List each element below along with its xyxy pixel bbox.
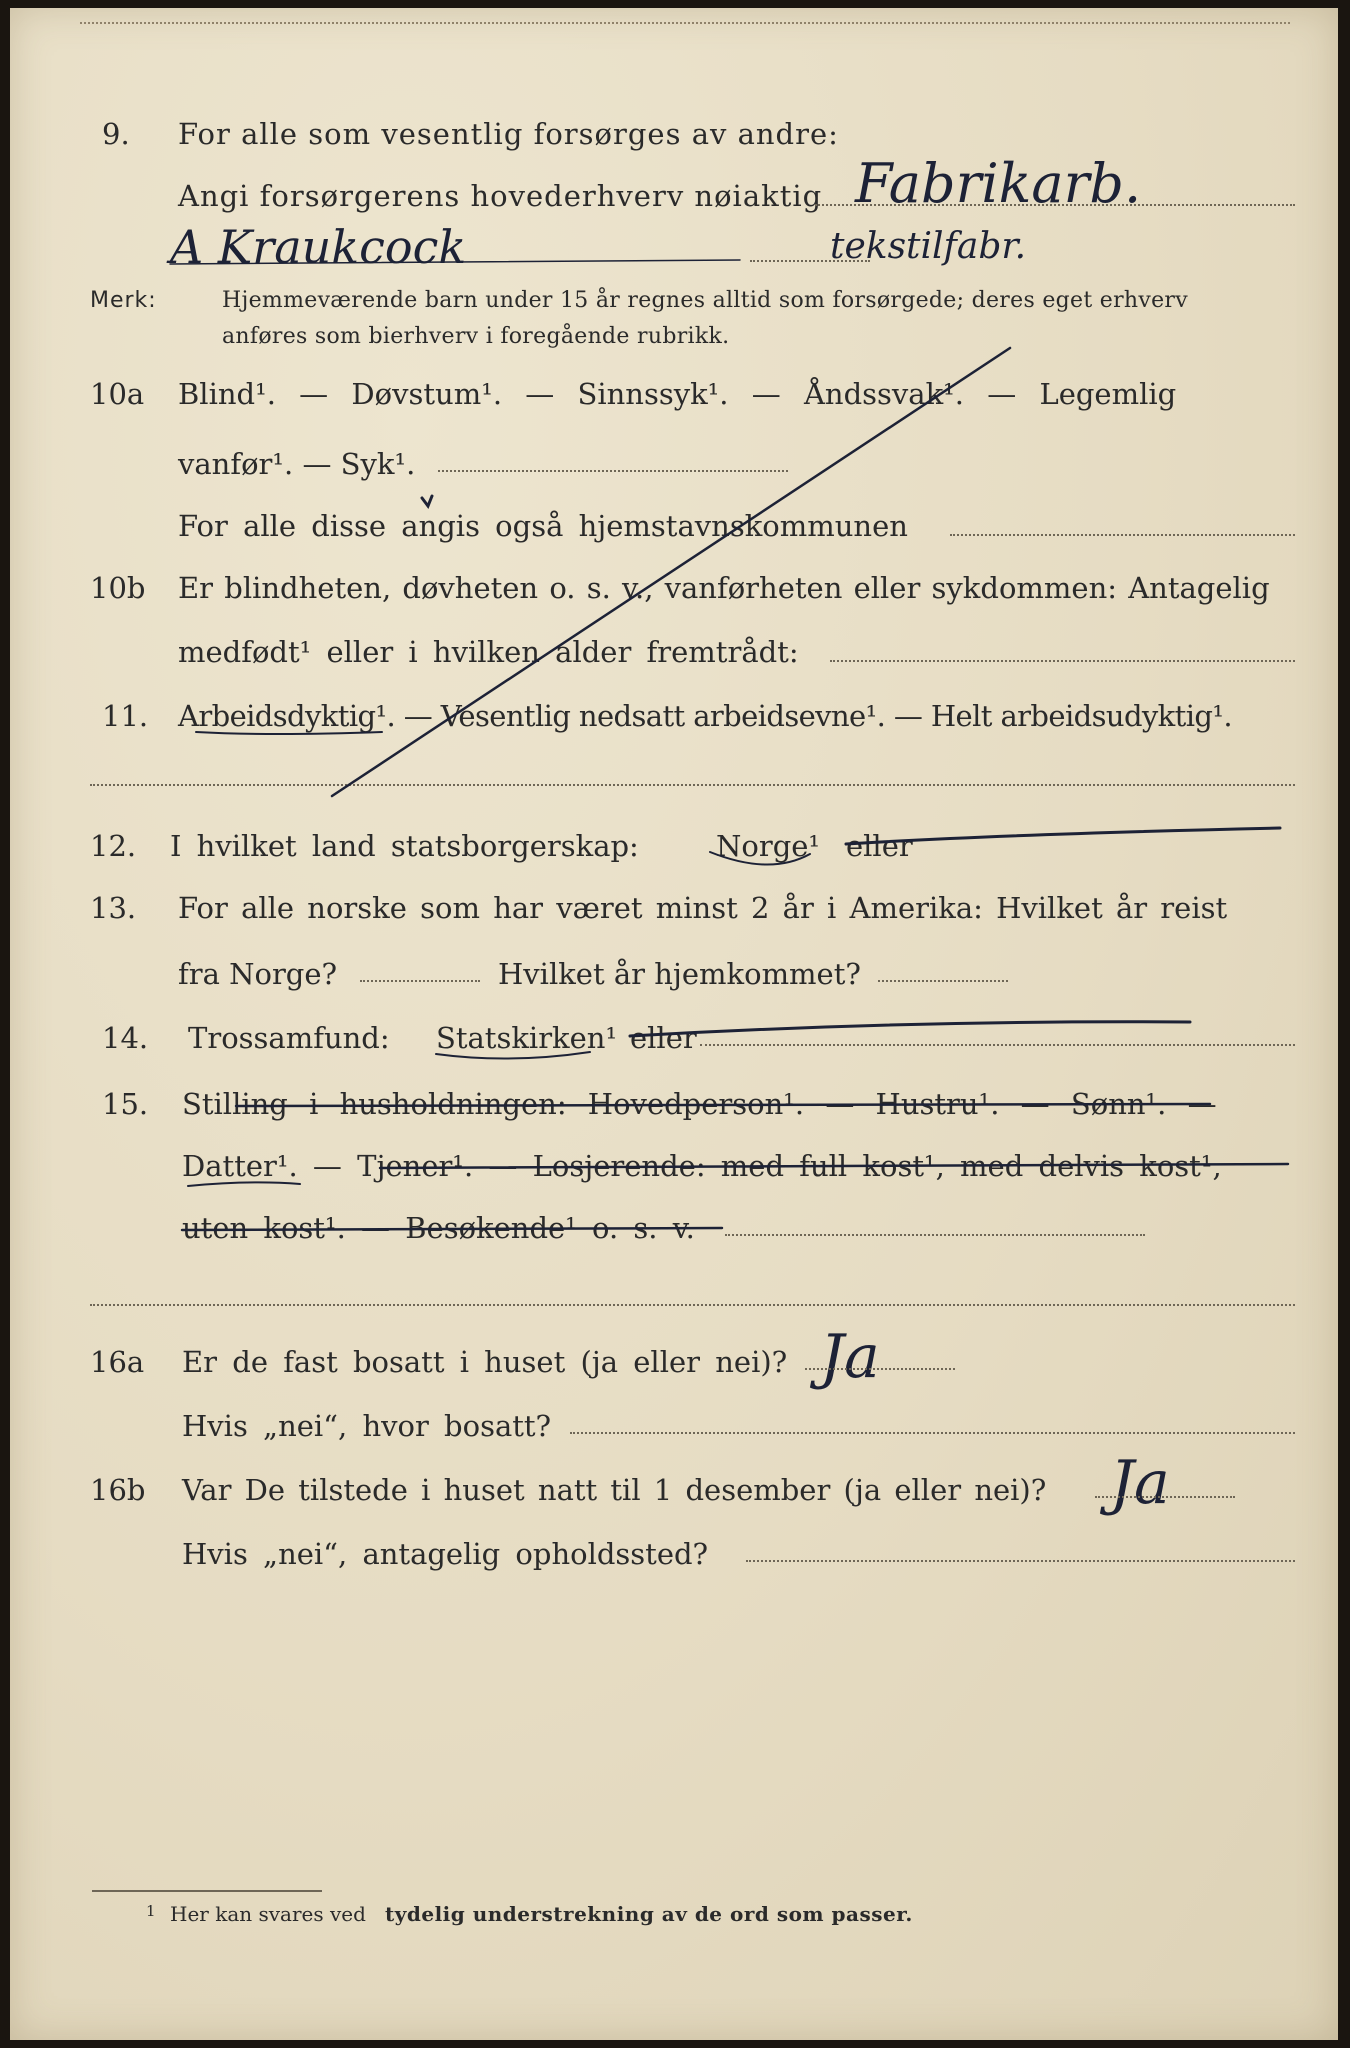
q14-statskirken: Statskirken¹ bbox=[436, 1021, 618, 1055]
q13-number: 13. bbox=[90, 891, 137, 925]
top-dotted-rule bbox=[80, 22, 1290, 24]
footnote-text-b: tydelig understrekning av de ord som passer. bbox=[385, 1902, 913, 1926]
q16b-line1: Var De tilstede i huset natt til 1 desember (ja eller nei)? bbox=[182, 1473, 1047, 1507]
q16a-line1: Er de fast bosatt i huset (ja eller nei)? bbox=[182, 1345, 788, 1379]
q9-handwritten-occupation: Fabrikarb. bbox=[855, 152, 1142, 215]
q15-line1: Stilling i husholdningen: Hovedperson¹. — Hustru¹. — Sønn¹. — bbox=[182, 1087, 1217, 1121]
q9-line1: For alle som vesentlig forsørges av andre: bbox=[178, 117, 839, 151]
q10a-line2: vanfør¹. — Syk¹. bbox=[178, 447, 416, 481]
q9-line2: Angi forsørgerens hovederhverv nøiaktig bbox=[178, 179, 823, 213]
q10a-sick-line bbox=[438, 470, 788, 472]
q13-year-returned-line bbox=[878, 980, 1008, 982]
q12-eller: eller bbox=[846, 829, 913, 863]
merk-label: Merk: bbox=[90, 288, 157, 313]
footnote-rule bbox=[92, 1890, 322, 1892]
merk-line1: Hjemmeværende barn under 15 år regnes alltid som forsørgede; deres eget erhverv bbox=[222, 288, 1188, 313]
q11-separator bbox=[90, 784, 1295, 786]
q15-line3: uten kost¹. — Besøkende¹ o. s. v. bbox=[182, 1211, 695, 1245]
q10b-line2: medfødt¹ eller i hvilken alder fremtrådt: bbox=[178, 635, 799, 669]
q15-other-line bbox=[725, 1234, 1145, 1236]
q14-eller: eller bbox=[630, 1021, 697, 1055]
q16b-line2: Hvis „nei“, antagelig opholdssted? bbox=[182, 1537, 709, 1571]
merk-line2: anføres som bierhverv i foregående rubrikk. bbox=[222, 324, 730, 349]
q16b-answer-line bbox=[1095, 1496, 1235, 1498]
ink-dot-10a bbox=[422, 496, 432, 506]
q16a-handwritten-answer: Ja bbox=[820, 1322, 880, 1392]
q10a-number: 10a bbox=[90, 377, 145, 411]
q16a-answer-line bbox=[805, 1368, 955, 1370]
q16b-handwritten-answer: Ja bbox=[1110, 1448, 1170, 1518]
q12-norge: Norge¹ bbox=[716, 829, 821, 863]
q16b-number: 16b bbox=[90, 1473, 146, 1507]
q11-line1: Arbeidsdyktig¹. — Vesentlig nedsatt arbeidsevne¹. — Helt arbeidsudyktig¹. bbox=[178, 699, 1232, 733]
footnote-text-a: Her kan svares ved bbox=[170, 1902, 366, 1926]
q10a-municipality-line bbox=[950, 534, 1295, 536]
q13-line2b: Hvilket år hjemkommet? bbox=[498, 957, 861, 991]
q15-separator bbox=[90, 1304, 1295, 1306]
q10b-number: 10b bbox=[90, 571, 146, 605]
q12-line1: I hvilket land statsborgerskap: bbox=[170, 829, 639, 863]
q10a-line1: Blind¹. — Døvstum¹. — Sinnssyk¹. — Åndssvak¹. — Legemlig bbox=[178, 377, 1177, 411]
q13-line2a: fra Norge? bbox=[178, 957, 338, 991]
q11-number: 11. bbox=[102, 699, 149, 733]
q9-number: 9. bbox=[102, 117, 130, 151]
q10b-line1: Er blindheten, døvheten o. s. v., vanførheten eller sykdommen: Antagelig bbox=[178, 571, 1270, 605]
q9-handwritten-industry: tekstilfabr. bbox=[830, 226, 1027, 267]
q10b-onset-line bbox=[830, 660, 1295, 662]
q9-handwritten-employer: A Kraukcock bbox=[170, 220, 467, 274]
q16a-line2: Hvis „nei“, hvor bosatt? bbox=[182, 1409, 552, 1443]
footnote-marker: 1 bbox=[146, 1902, 156, 1920]
q13-year-left-line bbox=[360, 980, 480, 982]
q13-line1: For alle norske som har været minst 2 år i Amerika: Hvilket år reist bbox=[178, 891, 1228, 925]
q16a-number: 16a bbox=[90, 1345, 145, 1379]
q16a-residence-line bbox=[570, 1432, 1295, 1434]
q14-religion-line bbox=[700, 1044, 1295, 1046]
census-form-page bbox=[10, 8, 1338, 2040]
q14-number: 14. bbox=[102, 1021, 149, 1055]
q15-number: 15. bbox=[102, 1087, 149, 1121]
q15-line2: Datter¹. — Tjener¹. — Losjerende: med full kost¹, med delvis kost¹, bbox=[182, 1149, 1222, 1183]
q14-strike bbox=[630, 1022, 1190, 1036]
q16b-whereabouts-line bbox=[746, 1560, 1295, 1562]
q12-number: 12. bbox=[90, 829, 137, 863]
q9-answer-line-2 bbox=[750, 260, 870, 262]
q14-label: Trossamfund: bbox=[188, 1021, 390, 1055]
q10a-line3: For alle disse angis også hjemstavnskommunen bbox=[178, 509, 908, 543]
